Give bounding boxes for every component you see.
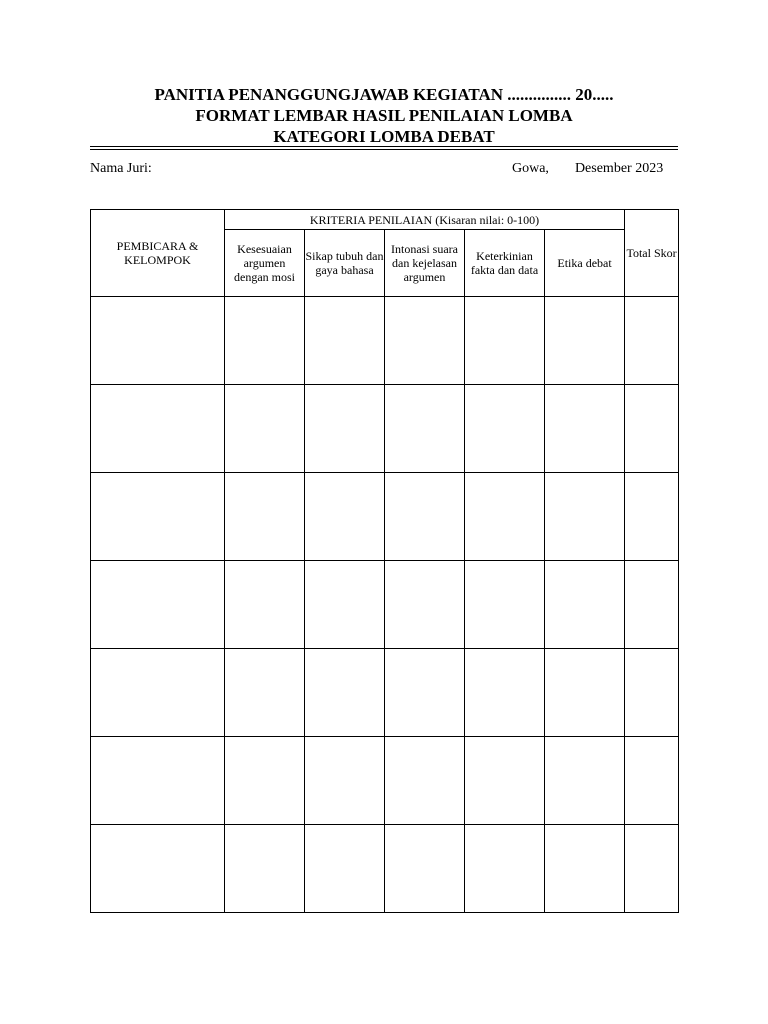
score-cell[interactable] — [225, 649, 305, 737]
header-divider-top — [90, 146, 678, 147]
score-cell[interactable] — [91, 473, 225, 561]
score-cell[interactable] — [305, 649, 385, 737]
score-cell[interactable] — [385, 297, 465, 385]
header-criterion-2: Sikap tubuh dan gaya bahasa — [305, 230, 385, 297]
table-row — [91, 385, 679, 473]
score-cell[interactable] — [91, 825, 225, 913]
header-criterion-1: Kesesuaian argumen dengan mosi — [225, 230, 305, 297]
score-cell[interactable] — [305, 561, 385, 649]
score-cell[interactable] — [385, 385, 465, 473]
table-row — [91, 297, 679, 385]
score-cell[interactable] — [465, 561, 545, 649]
score-cell[interactable] — [305, 297, 385, 385]
score-cell[interactable] — [225, 561, 305, 649]
score-cell[interactable] — [225, 297, 305, 385]
header-criterion-5: Etika debat — [545, 230, 625, 297]
score-cell[interactable] — [91, 649, 225, 737]
score-cell[interactable] — [465, 825, 545, 913]
score-table — [90, 209, 679, 913]
place-date — [512, 161, 663, 177]
header-line-1: PANITIA PENANGGUNGJAWAB KEGIATAN ............... 20..... — [154, 85, 614, 104]
score-cell[interactable] — [625, 737, 679, 825]
header-kriteria-penilaian: KRITERIA PENILAIAN (Kisaran nilai: 0-100) — [225, 210, 625, 230]
score-cell[interactable] — [91, 297, 225, 385]
table-row — [91, 649, 679, 737]
score-cell[interactable] — [385, 825, 465, 913]
table-row — [91, 473, 679, 561]
score-cell[interactable] — [545, 473, 625, 561]
table-row — [91, 825, 679, 913]
score-cell[interactable] — [91, 737, 225, 825]
score-cell[interactable] — [225, 737, 305, 825]
score-cell[interactable] — [465, 649, 545, 737]
score-cell[interactable] — [385, 473, 465, 561]
score-cell[interactable] — [625, 473, 679, 561]
table-row — [91, 737, 679, 825]
score-cell[interactable] — [465, 737, 545, 825]
score-table-body — [91, 297, 679, 913]
score-cell[interactable] — [225, 473, 305, 561]
score-cell[interactable] — [545, 561, 625, 649]
score-cell[interactable] — [385, 737, 465, 825]
score-cell[interactable] — [465, 473, 545, 561]
score-cell[interactable] — [385, 561, 465, 649]
score-cell[interactable] — [91, 561, 225, 649]
score-cell[interactable] — [625, 649, 679, 737]
score-cell[interactable] — [625, 561, 679, 649]
judge-name-label: Nama Juri: — [90, 161, 152, 176]
score-cell[interactable] — [385, 649, 465, 737]
place-text: Gowa, — [512, 161, 549, 176]
score-cell[interactable] — [225, 385, 305, 473]
header-line-2: FORMAT LEMBAR HASIL PENILAIAN LOMBA — [195, 106, 573, 125]
table-row — [91, 561, 679, 649]
score-cell[interactable] — [305, 825, 385, 913]
header-criterion-3: Intonasi suara dan kejelasan argumen — [385, 230, 465, 297]
score-cell[interactable] — [545, 825, 625, 913]
date-text: Desember 2023 — [574, 161, 664, 176]
score-cell[interactable] — [91, 385, 225, 473]
header-line-3: KATEGORI LOMBA DEBAT — [273, 127, 495, 146]
score-cell[interactable] — [625, 297, 679, 385]
score-cell[interactable] — [465, 385, 545, 473]
score-cell[interactable] — [545, 297, 625, 385]
score-cell[interactable] — [465, 297, 545, 385]
score-cell[interactable] — [545, 649, 625, 737]
score-cell[interactable] — [625, 385, 679, 473]
header-criterion-4: Keterkinian fakta dan data — [465, 230, 545, 297]
score-cell[interactable] — [305, 473, 385, 561]
score-cell[interactable] — [305, 737, 385, 825]
score-cell[interactable] — [545, 737, 625, 825]
score-cell[interactable] — [305, 385, 385, 473]
header-total-skor: Total Skor — [625, 210, 679, 297]
score-cell[interactable] — [225, 825, 305, 913]
header-pembicara-kelompok: PEMBICARA & KELOMPOK — [91, 210, 225, 297]
score-cell[interactable] — [625, 825, 679, 913]
score-cell[interactable] — [545, 385, 625, 473]
document-header — [0, 84, 768, 147]
header-divider-bottom — [90, 149, 678, 150]
